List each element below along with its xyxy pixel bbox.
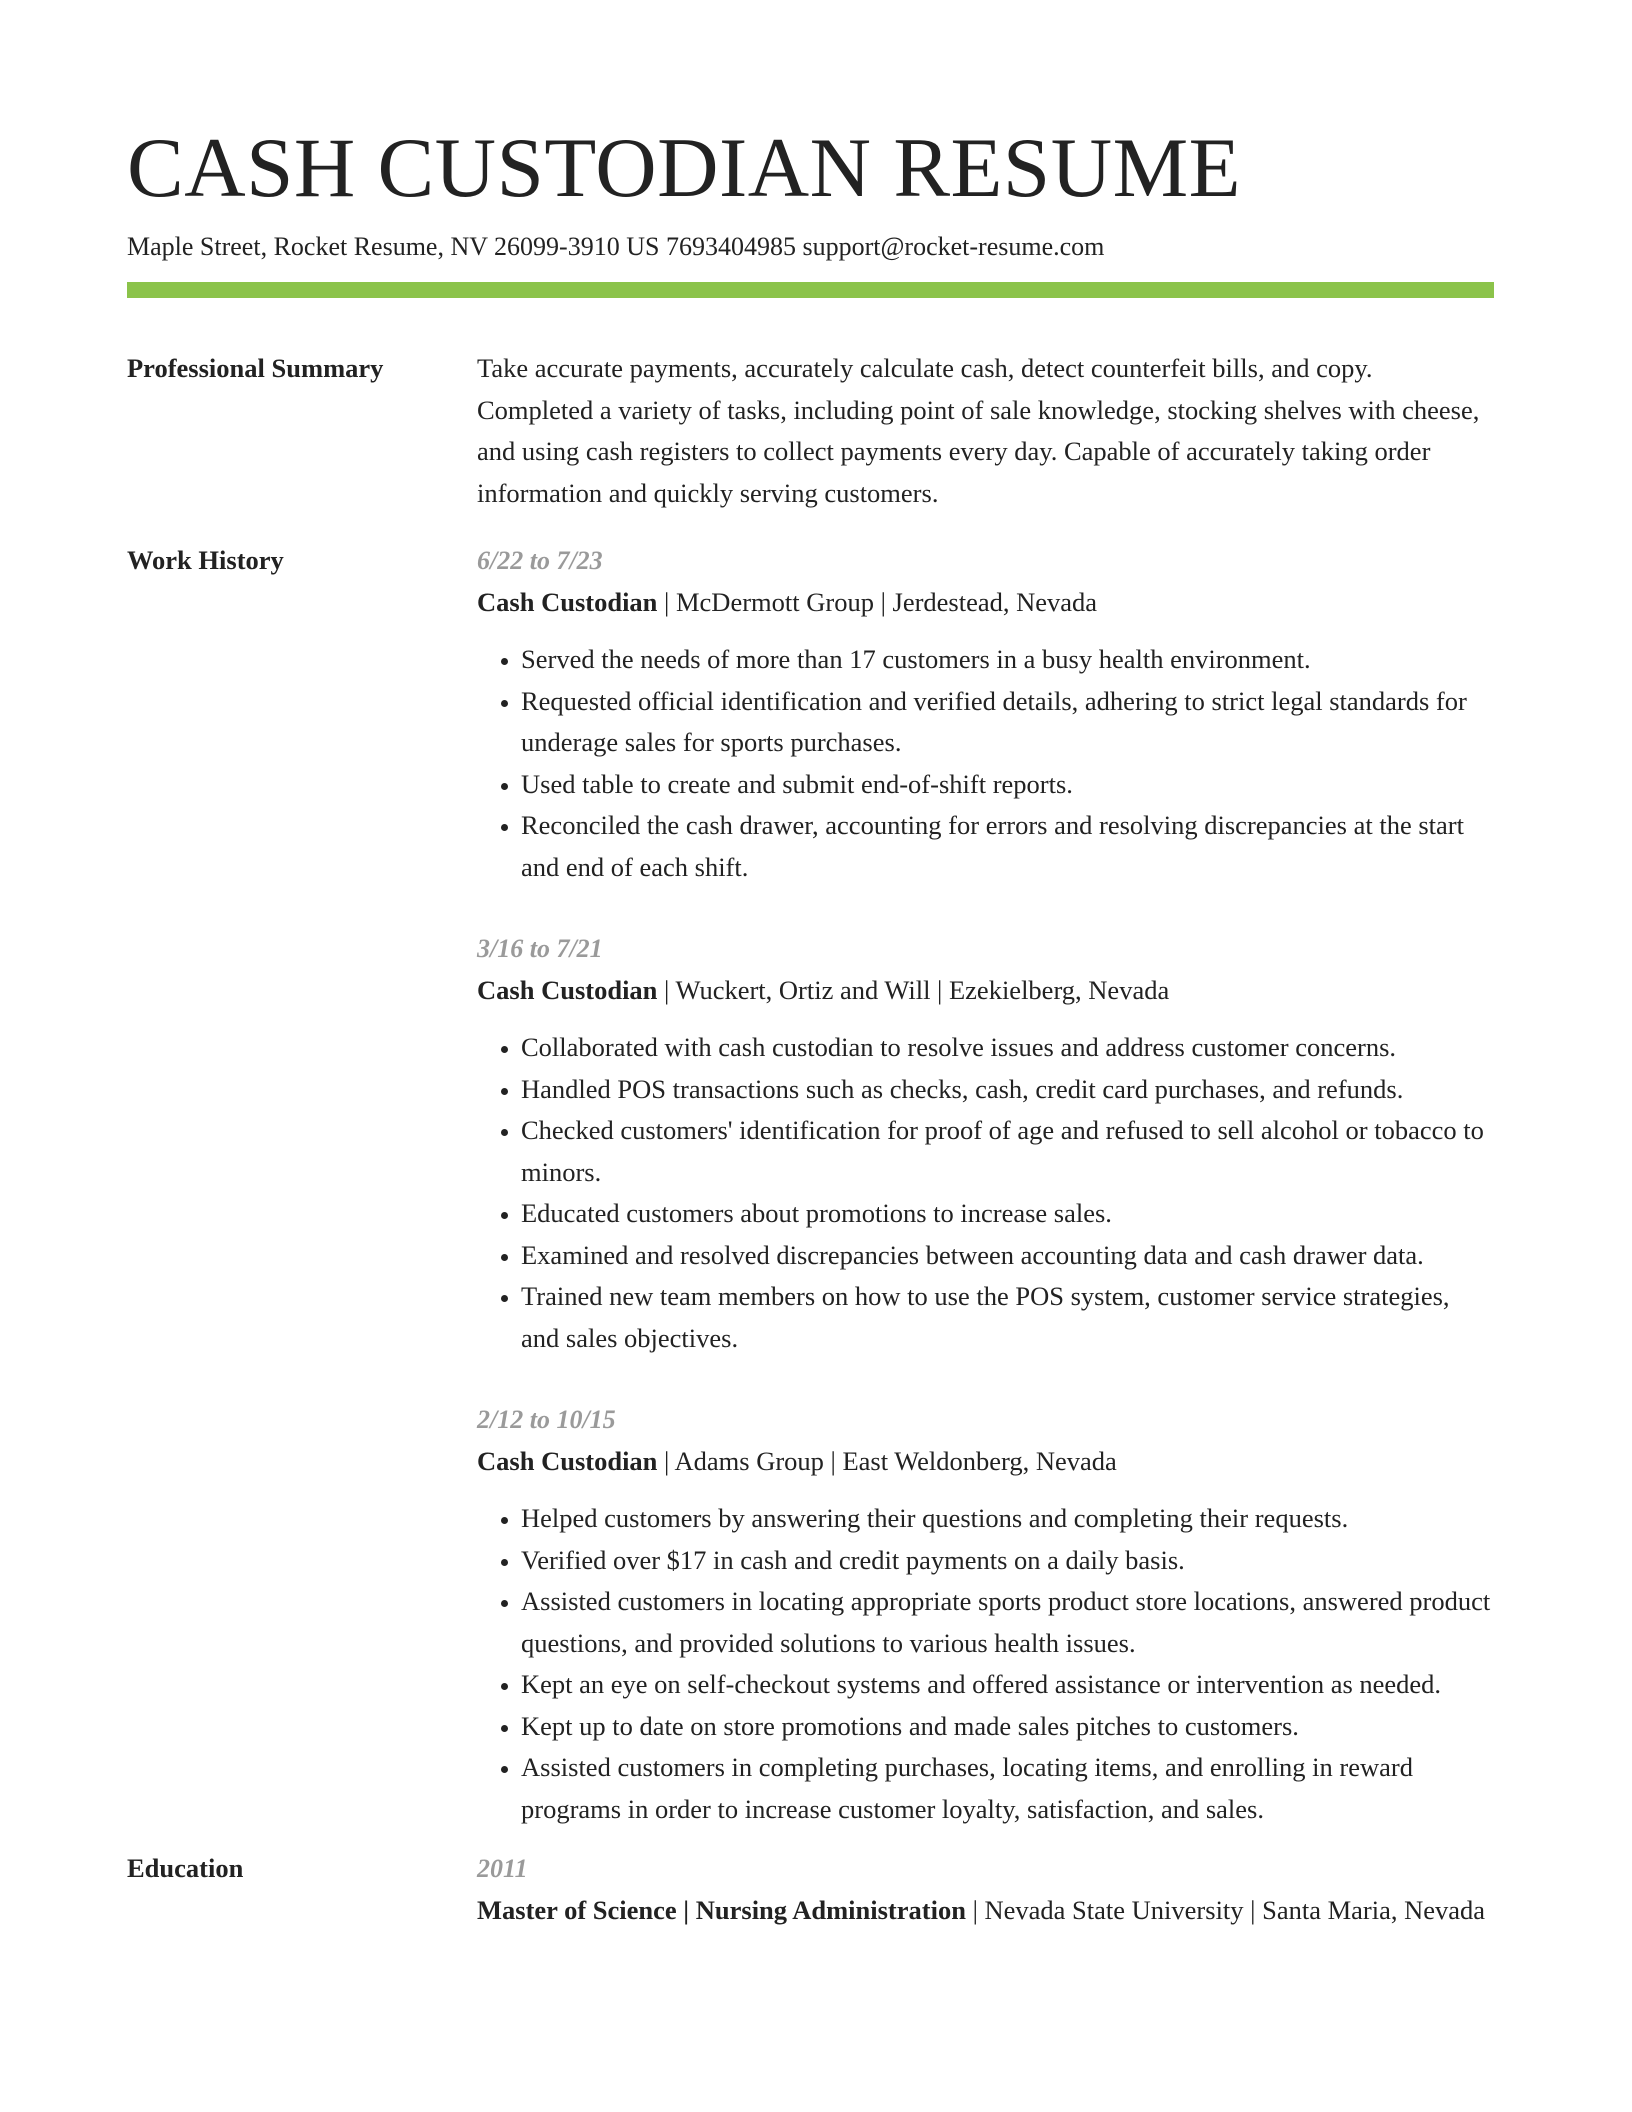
summary-heading: Professional Summary [127, 353, 384, 383]
address-text: Maple Street, Rocket Resume, NV 26099-3910 US [127, 232, 660, 261]
education-year: 2011 [477, 1854, 528, 1883]
job-bullet-item: • Trained new team members on how to use the POS system, customer service strategies, and sales objectives. [521, 1276, 1494, 1359]
job-bullet-item: • Handled POS transactions such as checks, cash, credit card purchases, and refunds. [521, 1069, 1494, 1111]
job-bullet-item: • Assisted customers in completing purchases, locating items, and enrolling in reward programs in order to increase customer loyalty, satisfaction, and sales. [521, 1747, 1494, 1830]
job-employer-details: | Adams Group | East Weldonberg, Nevada [657, 1445, 1117, 1476]
job-bullets [477, 1027, 1494, 1359]
job-title: Cash Custodian [477, 1445, 658, 1476]
job-employer-details: | Wuckert, Ortiz and Will | Ezekielberg, Nevada [657, 974, 1170, 1005]
job-bullet-item: • Verified over $17 in cash and credit payments on a daily basis. [521, 1540, 1494, 1582]
job-bullet-item: • Served the needs of more than 17 customers in a busy health environment. [521, 639, 1494, 681]
job-title: Cash Custodian [477, 586, 658, 617]
job-bullet-item: • Educated customers about promotions to increase sales. [521, 1193, 1494, 1235]
job-bullet-item: • Reconciled the cash drawer, accounting for errors and resolving discrepancies at the start and end of each shift. [521, 805, 1494, 888]
job-dates: 2/12 to 10/15 [477, 1405, 616, 1434]
job-bullet-item: • Kept an eye on self-checkout systems and offered assistance or intervention as needed. [521, 1664, 1494, 1706]
job-bullet-item: • Collaborated with cash custodian to resolve issues and address customer concerns. [521, 1027, 1494, 1069]
job-entry [477, 1399, 1494, 1830]
job-role-line [477, 970, 1494, 1012]
job-title: Cash Custodian [477, 974, 658, 1005]
degree-title: Master of Science | Nursing Administration [477, 1894, 966, 1925]
job-bullet-item: • Assisted customers in locating appropriate sports product store locations, answered product questions, and provided solutions to various health issues. [521, 1581, 1494, 1664]
job-role-line [477, 582, 1494, 624]
jobs-list [477, 540, 1494, 1830]
phone-text: 7693404985 [665, 232, 796, 261]
job-bullets [477, 639, 1494, 888]
work-history-heading: Work History [127, 545, 284, 575]
summary-text: Take accurate payments, accurately calculate cash, detect counterfeit bills, and copy. Completed a variety of tasks, including point of sale knowledge, stocking shelves with cheese, and using cash registers to collect payments every day. Capable of accurately taking order information and quickly serving customers. [477, 353, 1480, 508]
job-bullet-item: • Used table to create and submit end-of-shift reports. [521, 764, 1494, 806]
job-bullets [477, 1498, 1494, 1830]
resume-page [127, 118, 1494, 1931]
work-history-section [127, 540, 1494, 1830]
job-entry [477, 928, 1494, 1359]
education-section [127, 1848, 1494, 1931]
job-bullet-item: • Requested official identification and verified details, adhering to strict legal standards for underage sales for sports purchases. [521, 681, 1494, 764]
education-details: | Nevada State University | Santa Maria, Nevada [965, 1894, 1486, 1925]
summary-section [127, 348, 1494, 514]
contact-line [127, 230, 1494, 264]
job-dates: 6/22 to 7/23 [477, 546, 603, 575]
email-text: support@rocket-resume.com [802, 232, 1105, 261]
resume-title: CASH CUSTODIAN RESUME [127, 121, 1242, 215]
job-bullet-item: • Checked customers' identification for proof of age and refused to sell alcohol or tobacco to minors. [521, 1110, 1494, 1193]
job-bullet-item: • Kept up to date on store promotions and made sales pitches to customers. [521, 1706, 1494, 1748]
job-dates: 3/16 to 7/21 [477, 934, 603, 963]
education-line [477, 1890, 1494, 1932]
job-employer-details: | McDermott Group | Jerdestead, Nevada [657, 586, 1098, 617]
job-role-line [477, 1441, 1494, 1483]
job-bullet-item: • Examined and resolved discrepancies between accounting data and cash drawer data. [521, 1235, 1494, 1277]
education-heading: Education [127, 1853, 244, 1883]
accent-divider [127, 282, 1494, 298]
job-bullet-item: • Helped customers by answering their questions and completing their requests. [521, 1498, 1494, 1540]
job-entry [477, 540, 1494, 888]
